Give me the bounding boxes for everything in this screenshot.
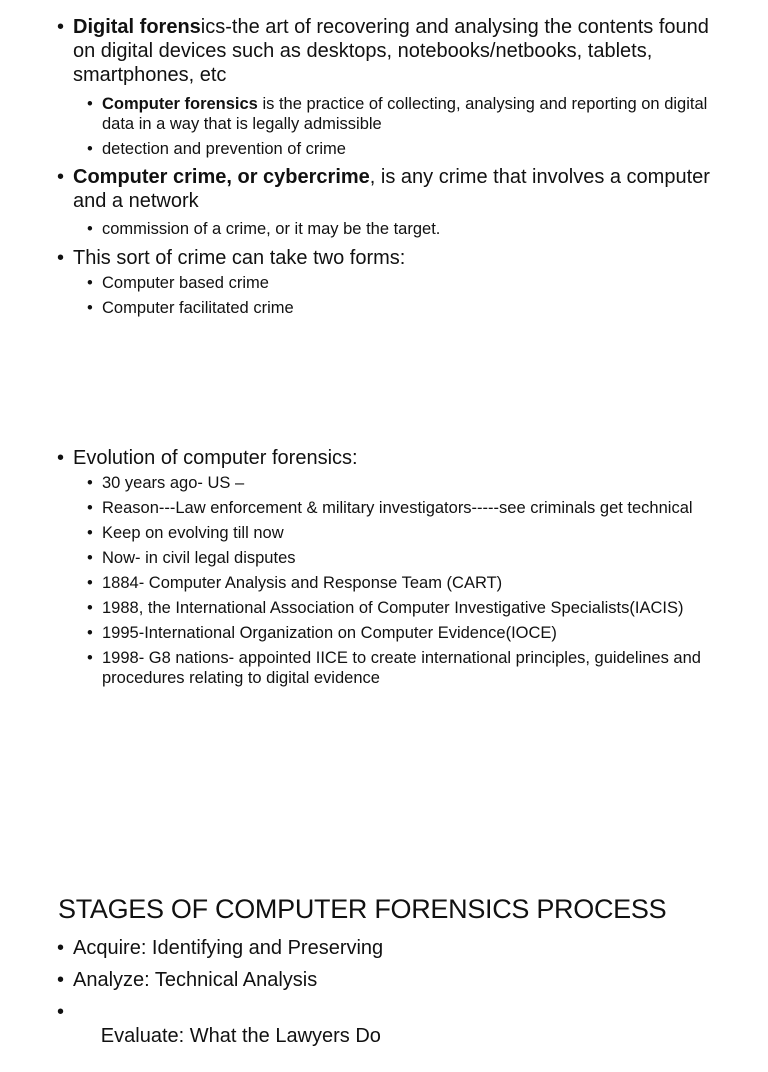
evolution-item-text: Reason---Law enforcement & military investigators-----see criminals get technical (102, 499, 693, 517)
evolution-item (0, 598, 768, 618)
evolution-item (0, 623, 768, 643)
bullet-glyph: • (57, 1001, 65, 1023)
bullet-glyph: • (57, 937, 65, 959)
bullet-glyph: • (57, 447, 65, 469)
evolution-item (0, 648, 768, 688)
definition-computer-forensics: is the practice of collecting, analysing and reporting on digital data in a way that is legally admissible (102, 95, 708, 133)
evolution-item (0, 548, 768, 568)
stage-item-acquire (0, 936, 768, 960)
evolution-item (0, 498, 768, 518)
bullet-glyph: • (87, 549, 93, 567)
sub-bullet-computer-based (0, 273, 768, 293)
evolution-item (0, 573, 768, 593)
bullet-glyph: • (87, 574, 93, 592)
stage-item-text: Analyze: Technical Analysis (73, 969, 318, 991)
bullet-computer-crime (0, 165, 768, 213)
bullet-glyph: • (87, 95, 93, 113)
sub-bullet-commission (0, 219, 768, 239)
bullet-two-forms (0, 246, 768, 270)
bullet-glyph: • (87, 474, 93, 492)
stage-item-analyze (0, 968, 768, 992)
sub-bullet-computer-facilitated (0, 298, 768, 318)
stage-item-text: Acquire: Identifying and Preserving (73, 937, 384, 959)
bullet-glyph: • (87, 524, 93, 542)
sub-bullet-text: detection and prevention of crime (102, 140, 346, 158)
bullet-glyph: • (87, 140, 93, 158)
stage-item-text: Evaluate: What the Lawyers Do (95, 1025, 381, 1047)
bullet-glyph: • (57, 247, 65, 269)
term-computer-forensics: Computer forensics (102, 95, 258, 113)
bullet-glyph: • (87, 649, 93, 667)
evolution-item-text: 1995-International Organization on Computer Evidence(IOCE) (102, 624, 557, 642)
bullet-glyph: • (87, 599, 93, 617)
term-computer-crime: Computer crime, or cybercrime (73, 166, 370, 188)
bullet-glyph: • (87, 499, 93, 517)
sub-bullet-detection (0, 139, 768, 159)
sub-bullet-text: commission of a crime, or it may be the target. (102, 220, 441, 238)
bullet-digital-forensics (0, 15, 768, 87)
term-digital-forensics: Digital forens (73, 16, 201, 38)
evolution-item-text: Now- in civil legal disputes (102, 549, 296, 567)
evolution-item-text: 30 years ago- US – (102, 474, 245, 492)
definition-computer-crime: , is any crime that involves a computer and a network (73, 166, 710, 212)
section-stages (0, 936, 768, 1072)
bullet-evolution (0, 446, 768, 470)
bullet-text: Evolution of computer forensics: (73, 447, 358, 469)
evolution-item-text: 1998- G8 nations- appointed IICE to create international principles, guidelines and procedures relating to digital evidence (102, 649, 701, 687)
section-evolution (0, 446, 768, 688)
sub-bullet-text: Computer based crime (102, 274, 269, 292)
bullet-glyph: • (87, 220, 93, 238)
definition-digital-forensics: ics-the art of recovering and analysing the contents found on digital devices such as desktops, notebooks/netbooks, tablets, smartphones, etc (73, 16, 709, 86)
evolution-item-text: 1988, the International Association of Computer Investigative Specialists(IACIS) (102, 599, 684, 617)
sub-bullet-computer-forensics (0, 94, 768, 134)
evolution-item (0, 473, 768, 493)
bullet-glyph: • (57, 16, 65, 38)
stages-heading: STAGES OF COMPUTER FORENSICS PROCESS (58, 894, 667, 924)
bullet-glyph: • (57, 969, 65, 991)
bullet-glyph: • (87, 624, 93, 642)
bullet-text: This sort of crime can take two forms: (73, 247, 406, 269)
bullet-glyph: • (87, 274, 93, 292)
evolution-item (0, 523, 768, 543)
evolution-item-text: 1884- Computer Analysis and Response Team (CART) (102, 574, 503, 592)
section-definitions (0, 15, 768, 318)
bullet-glyph: • (87, 299, 93, 317)
stage-item-evaluate (0, 1000, 768, 1072)
sub-bullet-text: Computer facilitated crime (102, 299, 294, 317)
evolution-item-text: Keep on evolving till now (102, 524, 284, 542)
bullet-glyph: • (57, 166, 65, 188)
